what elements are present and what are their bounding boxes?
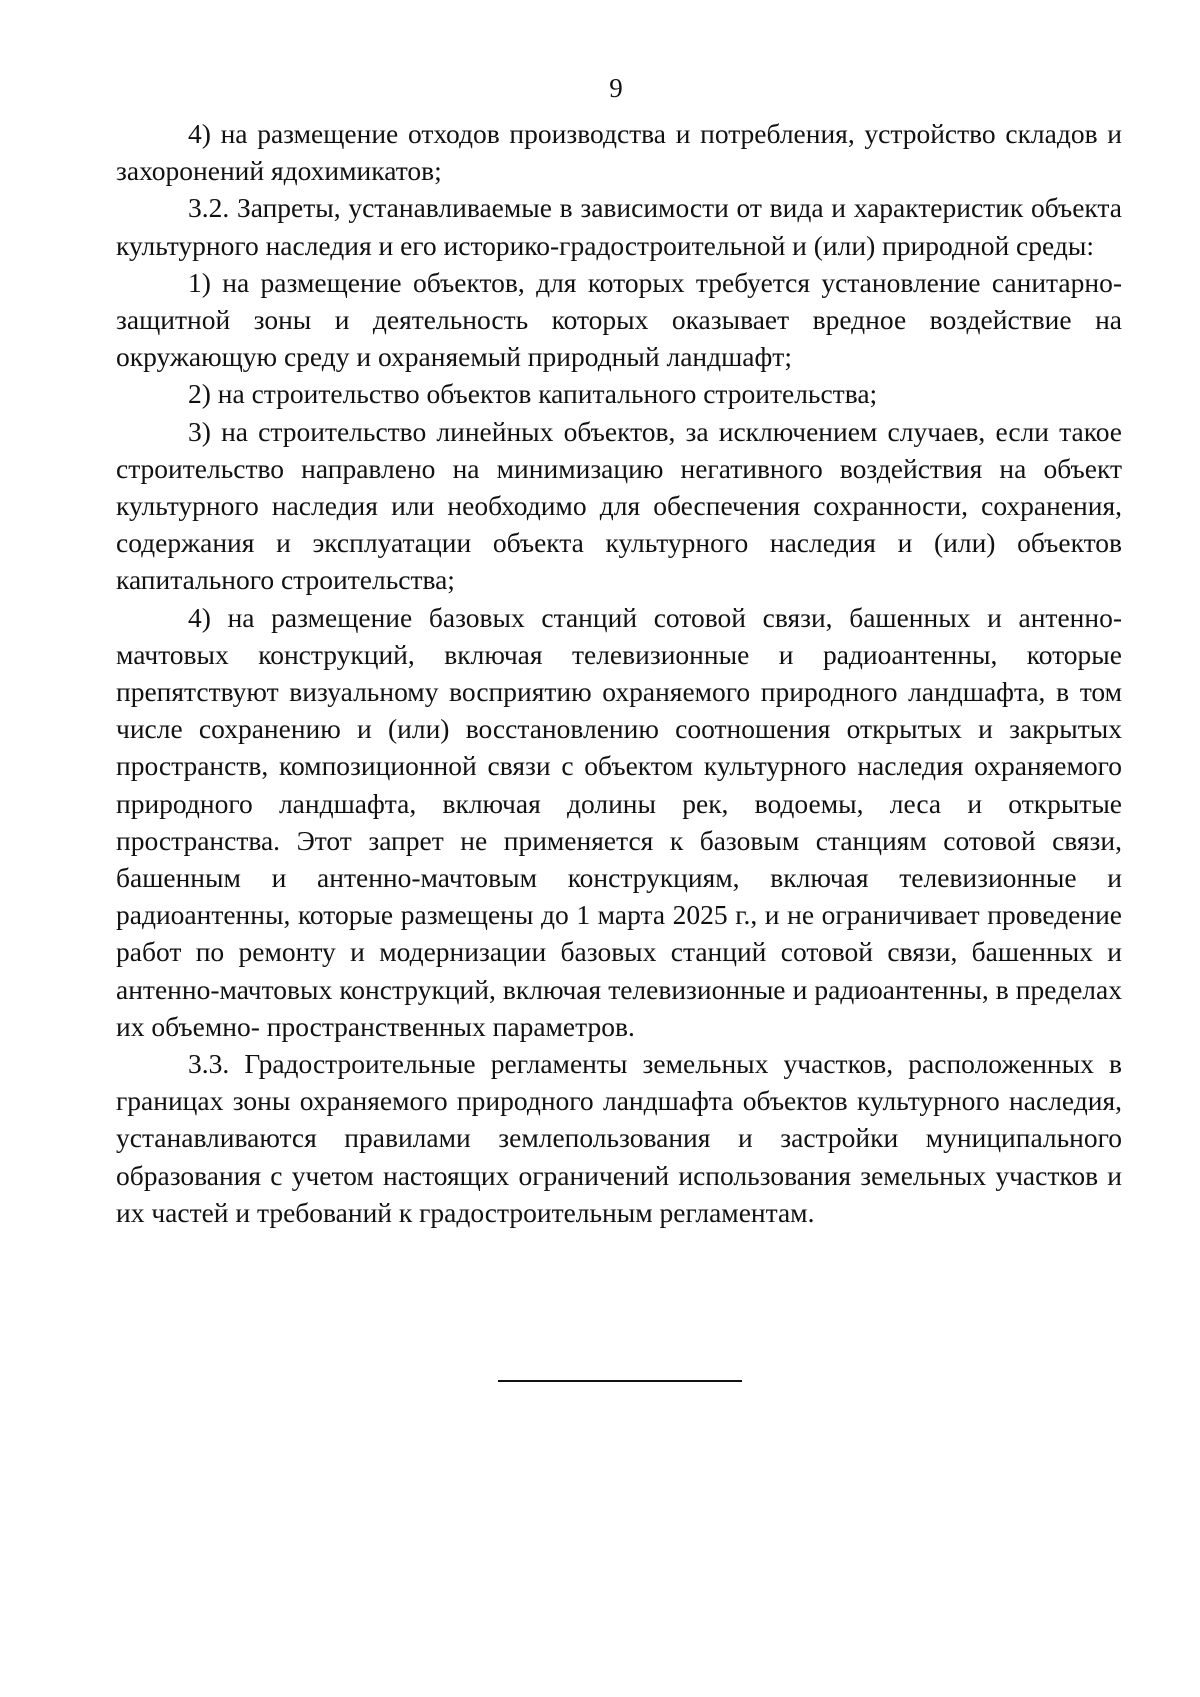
paragraph-section-3-3: 3.3. Градостроительные регламенты земельных участков, расположенных в границах зоны охраняемого природного ландшафта объектов культурного наследия, устанавливаются правилами землепользования и застройки муниципального образования с учетом настоящих ограничений использования земельных участков и их частей и требований к градостроительным регламентам. bbox=[116, 1048, 1122, 1228]
paragraph-section-3-2: 3.2. Запреты, устанавливаемые в зависимости от вида и характеристик объекта культурного наследия и его историко-градостроительной и (или) природной среды: bbox=[116, 192, 1122, 261]
document-body bbox=[116, 115, 1122, 1231]
closing-rule-divider bbox=[498, 1380, 742, 1382]
paragraph-item-2-capital-construction: 2) на строительство объектов капитального строительства; bbox=[188, 378, 878, 410]
paragraph-item-4-base-stations: 4) на размещение базовых станций сотовой связи, башенных и антенно-мачтовых конструкций, включая телевизионные и радиоантенны, которые препятствуют визуальному восприятию охраняемого природного ландшафта, в том числе сохранению и (или) восстановлению соотношения открытых и закрытых пространств, композиционной связи с объектом культурного наследия охраняемого природного ландшафта, включая долины рек, водоемы, леса и открытые пространства. Этот запрет не применяется к базовым станциям сотовой связи, башенным и антенно-мачтовым конструкциям, включая телевизионные и радиоантенны, которые размещены до 1 марта 2025 г., и не ограничивает проведение работ по ремонту и модернизации базовых станций сотовой связи, башенных и антенно-мачтовых конструкций, включая телевизионные и радиоантенны, в пределах их объемно- пространственных параметров. bbox=[116, 601, 1122, 1042]
paragraph-item-4-waste: 4) на размещение отходов производства и потребления, устройство складов и захоронений ядохимикатов; bbox=[116, 118, 1122, 187]
page-number: 9 bbox=[609, 73, 623, 103]
paragraph-item-3-linear-objects: 3) на строительство линейных объектов, за исключением случаев, если такое строительство направлено на минимизацию негативного воздействия на объект культурного наследия или необходимо для обеспечения сохранности, сохранения, содержания и эксплуатации объекта культурного наследия и (или) объектов капитального строительства; bbox=[116, 415, 1122, 596]
paragraph-item-1-sanitary-zone: 1) на размещение объектов, для которых требуется установление санитарно-защитной зоны и деятельность которых оказывает вредное воздействие на окружающую среду и охраняемый природный ландшафт; bbox=[116, 266, 1122, 373]
